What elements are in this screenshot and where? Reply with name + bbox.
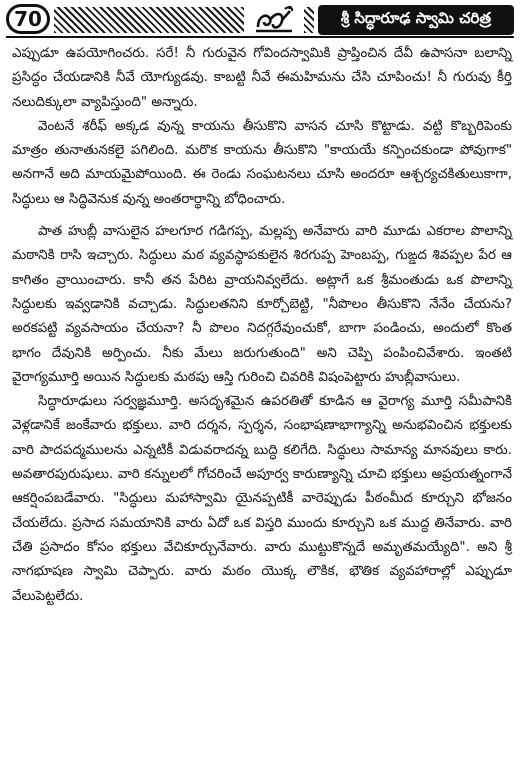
paragraph: సిద్ధారూఢులు సర్వజ్ఞమూర్తి. అసదృశమైన ఉపరతితో కూడిన ఆ వైరాగ్య మూర్తి సమీపానికి వెళ్లడానికే జంకేవారు భక్తులు. వారి దర్శన, స్పర్శన, సంభాషణాభాగ్యాన్ని అనుభవించిన భక్తులకు వారి పాదపద్మములను ఎన్నటికీ విడువరాదన్న బుద్ధి కలిగేది. సిద్ధులు సామాన్య మానవులు కారు. అవతారపురుషులు. వారి కన్నులలో గోచరించే అపూర్వ కారుణ్యాన్ని చూచి భక్తులు అప్రయత్నంగానే ఆకర్షింపబడేవారు. "సిద్ధులు మహాస్వామి యైనప్పటికీ వారెప్పుడు పీఠంమీద కూర్చుని భోజనం చేయలేదు. ప్రసాద సమయానికి వారు ఏదో ఒక విస్తరి ముందు కూర్చుని ఒక ముద్ద తినేవారు. వారి చేతి ప్రసాదం కోసం భక్తులు వేచికూర్చునేవారు. వారు ముట్టుకొన్నదే అమృతమయ్యేది". అని శ్రీ నాగభూషణ స్వామి చెప్పారు. వారు మఠం యొక్క లౌకిక, భౌతిక వ్యవహారాల్లో ఎప్పుడూ వేలుపెట్టలేదు. [12, 394, 512, 604]
paragraph: వెంటనే శరీఫ్ అక్కడ వున్న కాయను తీసుకొని వాసన చూసి కొట్టాడు. వట్టి కొబ్బరిపెంకు మాత్రం తునాతునకలై పగిలింది. మరొక కాయను తీసుకొని "కాయయే కన్పించకుండా పోవుగాక" అనగానే అది మాయమైపోయింది. ఈ రెండు సంఘటనలు చూసి అందరూ ఆశ్చర్యచకితులుకాగా, సిద్ధులు ఆ సిద్ధివెనుక వున్న అంతరార్థాన్ని బోధించారు. [12, 118, 512, 207]
header-hatch-band-right [304, 7, 314, 33]
paragraph: పాత హుబ్లీ వాసులైన హలగూర గడిగప్ప, మల్లప్ప అనేవారు వారి మూడు ఎకరాల పొలాన్ని మఠానికి రాసి ఇచ్చారు. సిద్ధులు మఠ వ్యవస్థాపకులైన శిరగుప్ప హెంబప్ప, గుఙ్డద శివప్పల పేర ఆ కాగితం వ్రాయించారు. కానీ తన పేరిట వ్రాయనివ్వలేదు. అట్లాగే ఒక శ్రీమంతుడు ఒక పొలాన్ని సిద్ధులకు ఇవ్వడానికి వచ్చాడు. సిద్ధులతనిని కూర్చోబెట్టి, "నీపొలం తీసుకొని నేనేం చేయను? అరకపట్టి వ్యవసాయం చేయనా? నీ పొలం నిదగ్గరేవుంచుకో, బాగా పండించు, అందులో కొంత భాగం దేవునికి అర్పించు. నీకు మేలు జరుగుతుంది" అని చెప్పి పంపించివేశారు. ఇంతటి వైరాగ్యమూర్తి అయిన సిద్ధులకు మఠపు ఆస్తి గురించి చివరికి విషంపెట్టారు హుబ్లీవాసులు. [12, 224, 512, 385]
paragraph: ఎప్పుడూ ఉపయోగించరు. సరే! నీ గురువైన గోవిందస్వామికి ప్రాప్తించిన దేవీ ఉపాసనా బలాన్ని ప్రసిద్ధం చేయడానికి నీవే యోగ్యుడవు. కాబట్టి నీవే ఈమహిమను చేసి చూపించు! నీ గురువు కీర్తి నలుదిక్కులా వ్యాపిస్తుంది" అన్నారు. [12, 46, 512, 110]
header-hatch-band-left [54, 7, 244, 33]
page-number: 70 [6, 4, 50, 34]
book-title: శ్రీ సిద్ధారూఢ స్వామి చరిత్ర [318, 5, 514, 35]
body-text [12, 42, 512, 609]
header-rule [6, 36, 514, 38]
page-header [6, 4, 514, 38]
om-logo-icon [250, 5, 298, 35]
